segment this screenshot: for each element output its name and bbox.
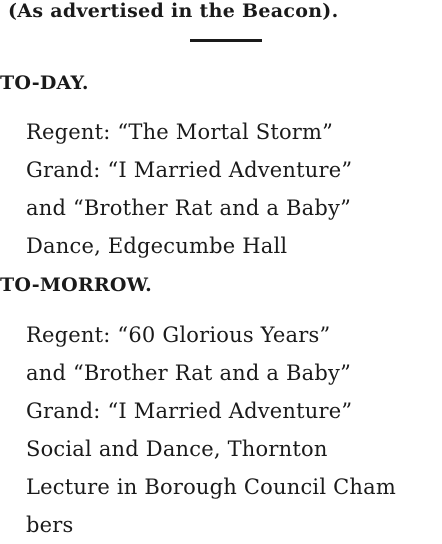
section-heading-tomorrow: TO-MORROW. <box>0 274 152 296</box>
listing-today <box>26 113 352 265</box>
list-item: and “Brother Rat and a Baby” <box>26 196 351 220</box>
section-heading-today: TO-DAY. <box>0 72 89 94</box>
page-header: (As advertised in the Beacon). <box>8 0 339 22</box>
list-item: Social and Dance, Thornton <box>26 437 328 461</box>
list-item: Grand: “I Married Adventure” <box>26 399 353 423</box>
list-item: Regent: “The Mortal Storm” <box>26 120 334 144</box>
list-item: and “Brother Rat and a Baby” <box>26 361 351 385</box>
list-item: Lecture in Borough Council Cham <box>26 475 396 499</box>
list-item: Regent: “60 Glorious Years” <box>26 323 331 347</box>
list-item: Grand: “I Married Adventure” <box>26 158 353 182</box>
list-item: bers <box>26 513 74 537</box>
list-item: Dance, Edgecumbe Hall <box>26 234 288 258</box>
header-divider <box>190 39 262 42</box>
listing-tomorrow <box>26 316 396 544</box>
